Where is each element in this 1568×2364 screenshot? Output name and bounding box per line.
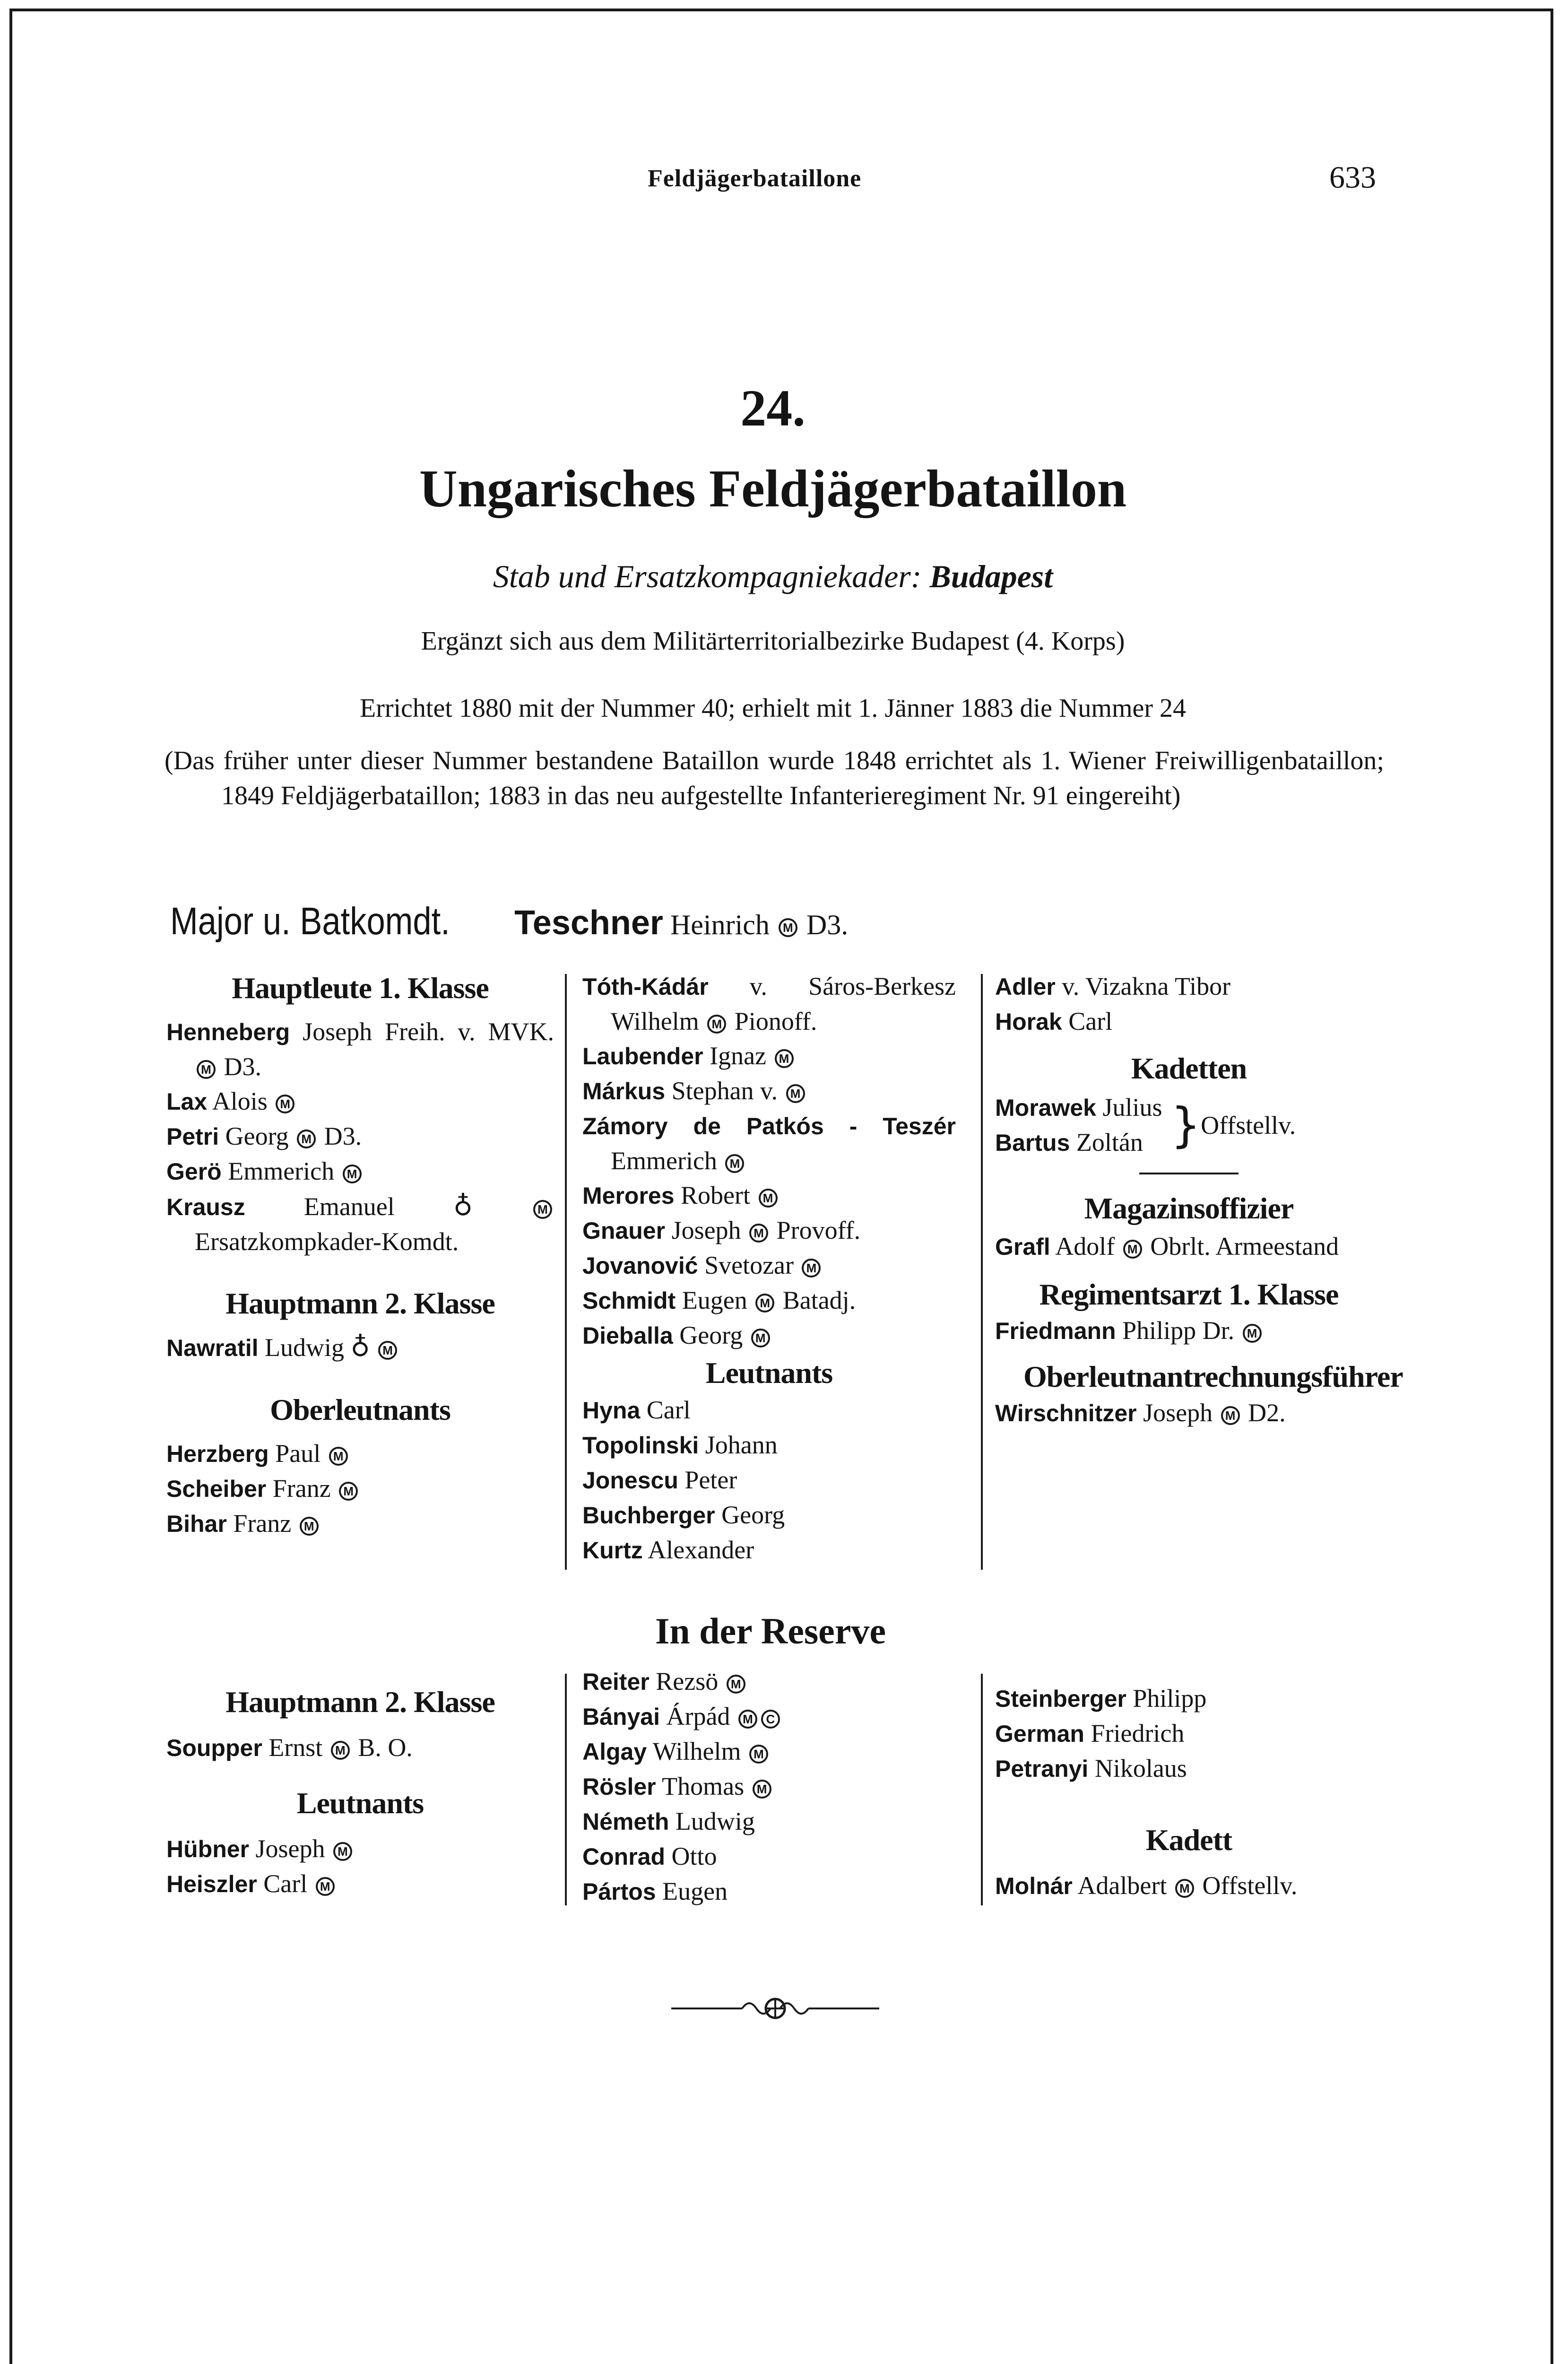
staff-label: Stab und Ersatzkompagniekader: [493, 558, 922, 594]
merit-badge-icon: M [779, 918, 797, 937]
page-number: 633 [1329, 160, 1376, 195]
merit-badge-icon: M [343, 1165, 362, 1183]
officer-given-name: Nikolaus [1094, 1754, 1187, 1782]
reserve-heading: In der Reserve [655, 1610, 886, 1651]
commander-given-name: Heinrich [670, 909, 770, 940]
officer-given-name: Franz [272, 1474, 331, 1503]
divider-rule [1139, 1173, 1239, 1174]
reserve-column-1 [166, 1683, 554, 1902]
officer-given-name: Ignaz [710, 1042, 767, 1070]
officer-given-name: Adolf [1055, 1232, 1115, 1260]
officer-given-name: Robert [681, 1181, 751, 1209]
officer-note: Pionoff. [734, 1007, 817, 1035]
officer-surname: Morawek [995, 1095, 1096, 1121]
officer-surname: Buchberger [582, 1502, 715, 1529]
officer-surname: Herzberg [166, 1441, 269, 1467]
officer-surname: Tóth-Kádár [582, 973, 709, 1000]
officer-given-name: Carl [263, 1869, 308, 1898]
staff-location: Budapest [929, 558, 1053, 594]
merit-badge-icon: M [1175, 1879, 1194, 1898]
officer-surname: Petranyi [995, 1756, 1089, 1782]
roster-entry [166, 1867, 554, 1902]
merit-badge-icon: M [759, 1189, 778, 1208]
officer-surname: Gnauer [582, 1217, 666, 1244]
roster-entry [582, 1734, 956, 1769]
battalion-number: 24. [740, 379, 806, 437]
roster-entry [582, 1428, 956, 1463]
rank-heading: Oberleutnants [270, 1393, 450, 1426]
roster-entry [582, 1804, 956, 1839]
officer-given-name: Carl [1068, 1007, 1113, 1035]
officer-surname: Nawratil [166, 1335, 259, 1361]
officer-given-name: Georg [721, 1501, 785, 1529]
officer-given-name: Emanuel [303, 1192, 395, 1221]
officer-note: D2. [1248, 1399, 1286, 1427]
merit-badge-icon: M [753, 1780, 771, 1799]
officer-surname: Molnár [995, 1873, 1073, 1899]
column-divider [981, 1674, 983, 1905]
merit-badge-icon: M [533, 1200, 552, 1219]
officer-given-name: Franz [233, 1509, 292, 1538]
roster-entry [995, 1681, 1383, 1716]
ornament-icon [671, 1994, 879, 2023]
officer-surname: Steinberger [995, 1686, 1126, 1712]
officer-given-name: Zoltán [1076, 1128, 1143, 1156]
officer-given-name: Wilhelm [652, 1737, 741, 1765]
officer-surname: Hübner [166, 1836, 249, 1862]
officer-surname: Conrad [582, 1843, 665, 1870]
rank-heading: Hauptmann 2. Klasse [225, 1286, 495, 1320]
roster-entry [582, 1769, 956, 1804]
column-divider [565, 974, 567, 1570]
roster-entry [166, 1154, 554, 1189]
officer-surname: Laubender [582, 1043, 703, 1069]
cadets-note: Offstellv. [1201, 1111, 1296, 1139]
rank-heading: Hauptmann 2. Klasse [225, 1685, 495, 1719]
merit-badge-icon: M [339, 1482, 358, 1501]
roster-entry [166, 1330, 554, 1365]
officer-surname: Schmidt [582, 1287, 676, 1314]
officer-given-name: Paul [275, 1439, 321, 1468]
cadets-list [995, 1090, 1162, 1160]
officer-given-name: Carl [646, 1396, 691, 1424]
officer-given-name: Adalbert [1077, 1871, 1167, 1900]
officer-given-name: Thomas [662, 1772, 745, 1800]
officer-given-name: Ludwig [265, 1333, 345, 1362]
roster-entry [582, 1178, 956, 1213]
officer-surname: German [995, 1721, 1084, 1747]
rank-heading: Leutnants [705, 1356, 833, 1390]
merit-badge-icon: M [276, 1095, 295, 1113]
officer-given-name: Peter [684, 1466, 737, 1494]
active-column-2 [582, 969, 956, 1568]
roster-entry [995, 1125, 1162, 1160]
roster-entry [582, 1463, 956, 1498]
officer-given-name: Georg [225, 1122, 289, 1150]
rank-heading: Regimentsarzt 1. Klasse [1039, 1278, 1339, 1311]
officer-given-name: Philipp Dr. [1122, 1316, 1235, 1345]
officer-note: Provoff. [776, 1216, 861, 1244]
roster-entry [582, 1213, 956, 1248]
merit-badge-icon: M [197, 1060, 216, 1079]
roster-entry [995, 1869, 1383, 1903]
roster-entry [995, 1751, 1383, 1786]
officer-note: D3. [224, 1052, 261, 1081]
officer-surname: Grafl [995, 1234, 1050, 1260]
active-column-3 [995, 969, 1403, 1431]
officer-surname: Jonescu [582, 1467, 678, 1494]
column-divider [565, 1674, 567, 1905]
officer-given-name: Julius [1102, 1093, 1162, 1121]
merit-badge-icon: M [1123, 1240, 1142, 1259]
roster-entry [582, 1248, 956, 1283]
officer-surname: Gerö [166, 1158, 222, 1185]
officer-surname: Friedmann [995, 1318, 1116, 1344]
officer-surname: Krausz [166, 1194, 245, 1220]
officer-given-name: Emmerich [611, 1147, 717, 1175]
roster-entry [582, 1109, 956, 1178]
merit-badge-icon: M [751, 1329, 770, 1347]
officer-surname: Dieballa [582, 1322, 673, 1349]
officer-surname: Merores [582, 1182, 675, 1209]
rank-heading: Oberleutnantrechnungsführer [1023, 1360, 1403, 1393]
officer-surname: Henneberg [166, 1019, 290, 1045]
rank-heading: Magazinsoffizier [1084, 1191, 1294, 1225]
merit-badge-icon: M [1221, 1406, 1240, 1425]
officer-surname: Kurtz [582, 1537, 643, 1564]
officer-surname: Bartus [995, 1130, 1070, 1156]
column-divider [981, 974, 983, 1570]
roster-entry [582, 969, 956, 1039]
roster-entry [582, 1874, 956, 1909]
roster-entry [582, 1393, 956, 1428]
officer-surname: Zámory de Patkós - Teszér [582, 1113, 956, 1139]
officer-given-name: Eugen [682, 1286, 747, 1314]
reserve-column-3 [995, 1664, 1383, 1903]
officer-given-name: Joseph [255, 1834, 325, 1863]
roster-entry [582, 1318, 956, 1353]
officer-note: Batadj. [782, 1286, 856, 1314]
officer-surname: Horak [995, 1008, 1062, 1035]
roster-entry [582, 1699, 956, 1734]
roster-entry [582, 1039, 956, 1074]
commander-surname: Teschner [514, 904, 663, 942]
officer-note: Ersatzkompkader-Komdt. [195, 1227, 459, 1256]
roster-entry [995, 1396, 1383, 1431]
officer-surname: Németh [582, 1808, 669, 1835]
rank-heading: Kadett [1145, 1823, 1232, 1857]
officer-given-name: Alois [212, 1087, 268, 1115]
roster-entry [166, 1189, 554, 1259]
brace-icon: } [1170, 1097, 1201, 1153]
officer-surname: Topolinski [582, 1432, 699, 1459]
officer-surname: Márkus [582, 1078, 666, 1104]
cadets-group [995, 1090, 1383, 1160]
officer-surname: Bihar [166, 1511, 227, 1537]
officer-given-name: Stephan v. [671, 1077, 778, 1105]
roster-entry [582, 1839, 956, 1874]
officer-surname: Lax [166, 1088, 208, 1115]
roster-entry [166, 1730, 554, 1765]
commander-rank: Major u. Batkomdt. [170, 900, 450, 943]
roster-entry [995, 1716, 1383, 1751]
roster-entry [995, 1313, 1383, 1348]
officer-surname: Rösler [582, 1773, 656, 1800]
officer-given-name: v. Sáros-Berkesz Wilhelm [611, 972, 956, 1035]
merit-badge-icon: M [329, 1447, 348, 1466]
officer-given-name: Joseph Freih. v. MVK. [303, 1017, 554, 1046]
merit-badge-icon: C [761, 1710, 780, 1729]
roster-entry [995, 969, 1383, 1004]
officer-surname: Petri [166, 1123, 219, 1150]
merit-badge-icon: M [755, 1294, 774, 1312]
merit-badge-icon: M [775, 1049, 794, 1068]
roster-entry [166, 1436, 554, 1471]
officer-note: Offstellv. [1202, 1871, 1298, 1900]
officer-given-name: Eugen [662, 1877, 728, 1905]
officer-given-name: Joseph [671, 1216, 741, 1244]
officer-given-name: Emmerich [228, 1157, 335, 1185]
officer-surname: Reiter [582, 1669, 650, 1695]
officer-given-name: Friedrich [1091, 1719, 1185, 1747]
staff-location-line [161, 558, 1385, 595]
merit-badge-icon: M [749, 1224, 768, 1243]
roster-entry [582, 1283, 956, 1318]
officer-given-name: Ludwig [675, 1807, 755, 1835]
officer-surname: Algay [582, 1738, 647, 1765]
merit-badge-icon: M [331, 1741, 350, 1760]
merit-badge-icon: M [749, 1745, 768, 1764]
roster-entry [995, 1229, 1383, 1264]
roster-entry [166, 1119, 554, 1154]
officer-surname: Heiszler [166, 1871, 257, 1897]
officer-note: Obrlt. Armeestand [1150, 1232, 1339, 1260]
active-column-1 [166, 969, 554, 1541]
decoration-icon: ♁ [453, 1191, 473, 1222]
officer-given-name: Joseph [1143, 1399, 1213, 1427]
officer-given-name: Alexander [648, 1536, 754, 1564]
officer-surname: Bányai [582, 1703, 660, 1730]
merit-badge-icon: M [297, 1130, 316, 1148]
history-note: (Das früher unter dieser Nummer bestandene Bataillon wurde 1848 errichtet als 1. Wiener Freiwilligenbataillon; 1849 Feldjägerbataillon; 1883 in das neu aufgestellte Infanterieregiment Nr. 91 eingereiht) [165, 746, 1384, 810]
roster-entry [166, 1506, 554, 1541]
decoration-icon: ♁ [350, 1332, 370, 1363]
merit-badge-icon: M [316, 1877, 335, 1896]
merit-badge-icon: M [378, 1341, 397, 1360]
officer-given-name: v. Vizakna Tibor [1062, 972, 1231, 1000]
officer-surname: Adler [995, 973, 1056, 1000]
officer-note: D3. [324, 1122, 362, 1150]
roster-entry [166, 1015, 554, 1084]
officer-given-name: Georg [679, 1321, 743, 1349]
rank-heading: Hauptleute 1. Klasse [232, 971, 489, 1005]
merit-badge-icon: M [300, 1517, 319, 1536]
roster-entry [166, 1832, 554, 1867]
roster-entry [582, 1533, 956, 1568]
officer-given-name: Philipp [1133, 1684, 1207, 1712]
officer-surname: Wirschnitzer [995, 1400, 1137, 1426]
rank-heading: Kadetten [1131, 1052, 1247, 1085]
officer-given-name: Otto [671, 1842, 717, 1870]
officer-given-name: Ernst [269, 1733, 323, 1762]
merit-badge-icon: M [738, 1710, 757, 1729]
merit-badge-icon: M [1243, 1324, 1262, 1343]
roster-entry [166, 1471, 554, 1506]
officer-surname: Pártos [582, 1878, 656, 1905]
commander-suffix: D3. [806, 909, 849, 940]
recruitment-line: Ergänzt sich aus dem Militärterritorialbezirke Budapest (4. Korps) [421, 626, 1125, 656]
officer-surname: Hyna [582, 1397, 641, 1424]
officer-surname: Scheiber [166, 1476, 267, 1502]
officer-surname: Soupper [166, 1735, 262, 1761]
battalion-commander [170, 899, 848, 944]
merit-badge-icon: M [786, 1084, 805, 1103]
officer-given-name: Svetozar [704, 1251, 794, 1279]
officer-given-name: Rezsö [656, 1667, 719, 1695]
roster-entry [995, 1090, 1162, 1125]
officer-note: B. O. [358, 1733, 413, 1762]
merit-badge-icon: M [727, 1675, 745, 1694]
merit-badge-icon: M [725, 1154, 744, 1173]
merit-badge-icon: M [802, 1259, 821, 1278]
merit-badge-icon: M [333, 1842, 352, 1861]
rank-heading: Leutnants [296, 1786, 424, 1820]
roster-entry [582, 1074, 956, 1109]
established-line: Errichtet 1880 mit der Nummer 40; erhielt mit 1. Jänner 1883 die Nummer 24 [359, 694, 1187, 723]
officer-surname: Jovanović [582, 1252, 698, 1279]
roster-entry [582, 1664, 956, 1699]
officer-given-name: Árpád [666, 1702, 730, 1730]
roster-entry [166, 1084, 554, 1119]
roster-entry [995, 1004, 1383, 1039]
officer-given-name: Johann [705, 1431, 778, 1459]
reserve-column-2 [582, 1664, 956, 1909]
battalion-title: Ungarisches Feldjägerbataillon [419, 460, 1127, 518]
merit-badge-icon: M [707, 1015, 726, 1034]
roster-entry [582, 1498, 956, 1533]
running-title: Feldjägerbataillone [648, 165, 862, 192]
